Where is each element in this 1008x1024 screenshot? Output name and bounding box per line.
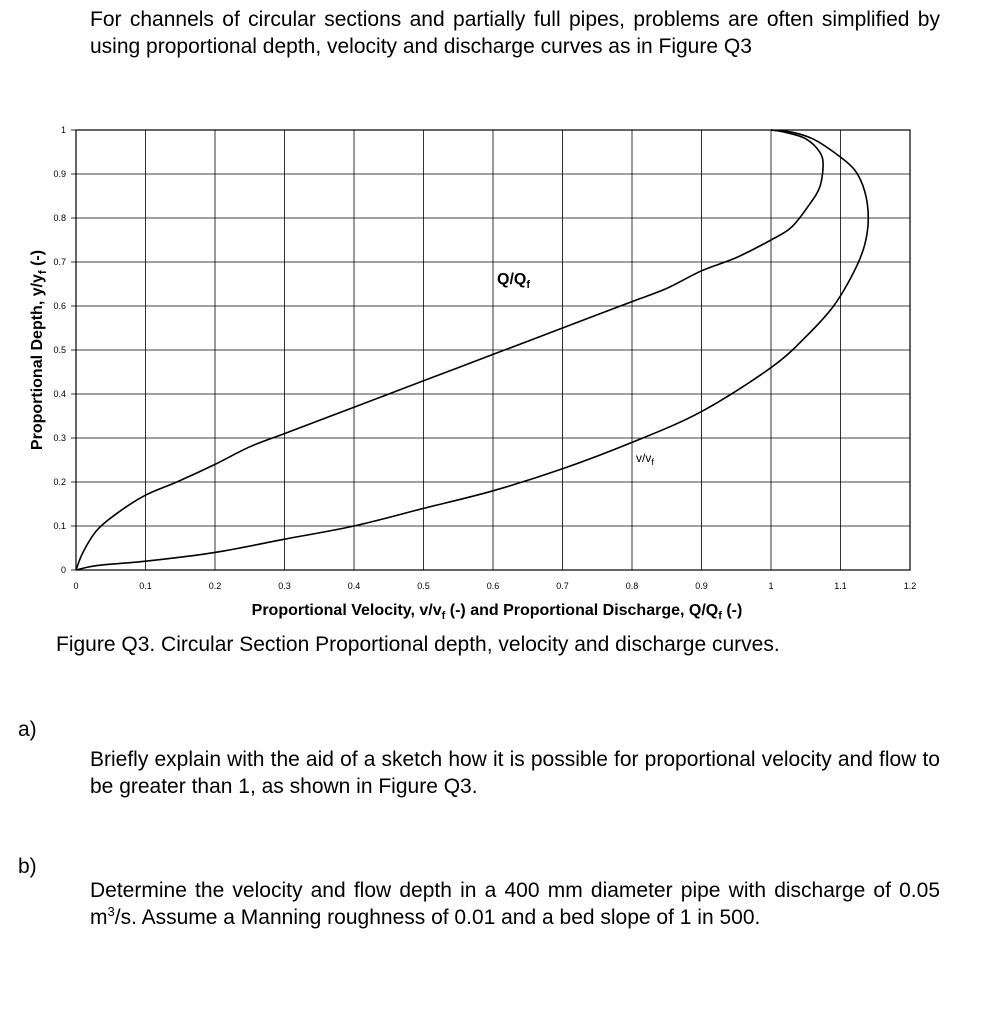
figure-caption: Figure Q3. Circular Section Proportional depth, velocity and discharge curves.	[56, 633, 780, 656]
x-tick-label-6: 0.6	[486, 581, 500, 591]
series-label-vvf: $v/v_f$	[636, 451, 654, 467]
x-tick-label-8: 0.8	[625, 581, 639, 591]
x-tick-label-1: 0.1	[139, 581, 152, 591]
y-tick-label-6: 0.6	[53, 301, 66, 311]
series-label-qqf: $Q/Q_f$	[497, 271, 531, 291]
proportional-curves-chart	[0, 110, 1008, 630]
question-b-text-part2: /s. Assume a Manning roughness of 0.01 and a bed slope of 1 in 500.	[114, 906, 761, 929]
y-tick-label-1: 0.1	[53, 521, 66, 531]
y-tick-label-2: 0.2	[53, 477, 66, 487]
x-tick-label-4: 0.4	[347, 581, 361, 591]
y-tick-label-9: 0.9	[53, 169, 66, 179]
intro-paragraph: For channels of circular sections and partially full pipes, problems are often simplified by using proportional depth, velocity and discharge curves as in Figure Q3	[90, 8, 940, 58]
x-tick-label-2: 0.2	[208, 581, 222, 591]
x-axis-title: Proportional Velocity, $v/v_f$ (-) and Proportional Discharge, $Q/Q_f$ (-)	[251, 602, 743, 622]
question-a-label: a)	[18, 718, 37, 741]
x-tick-label-10: 1	[768, 581, 774, 591]
question-a-text: Briefly explain with the aid of a sketch how it is possible for proportional velocity and flow to be greater than 1, as shown in Figure Q3.	[90, 748, 940, 798]
cubic-superscript: 3	[107, 904, 115, 919]
y-tick-label-0: 0	[60, 565, 66, 575]
x-tick-label-5: 0.5	[417, 581, 430, 591]
y-tick-label-10: 1	[60, 125, 66, 135]
y-tick-label-4: 0.4	[53, 389, 66, 399]
question-b-text	[90, 877, 940, 931]
x-tick-labels	[73, 581, 916, 591]
x-tick-label-12: 1.2	[903, 581, 917, 591]
y-tick-label-8: 0.8	[53, 213, 66, 223]
y-axis-title: Proportional Depth, $y/y_f$ (-)	[29, 249, 49, 451]
x-tick-label-3: 0.3	[278, 581, 291, 591]
y-tick-labels	[53, 125, 66, 575]
x-tick-label-9: 0.9	[695, 581, 708, 591]
y-tick-label-7: 0.7	[53, 257, 66, 267]
y-tick-label-3: 0.3	[53, 433, 66, 443]
x-tick-label-0: 0	[73, 581, 79, 591]
x-tick-label-11: 1.1	[834, 581, 847, 591]
chart-grid	[71, 130, 910, 570]
question-b-text-part1: Determine the velocity and flow depth in a 400 mm diameter pipe with discharge of 0.05 m	[90, 879, 940, 929]
x-tick-label-7: 0.7	[556, 581, 569, 591]
question-b-label: b)	[18, 855, 37, 878]
y-tick-label-5: 0.5	[53, 345, 66, 355]
